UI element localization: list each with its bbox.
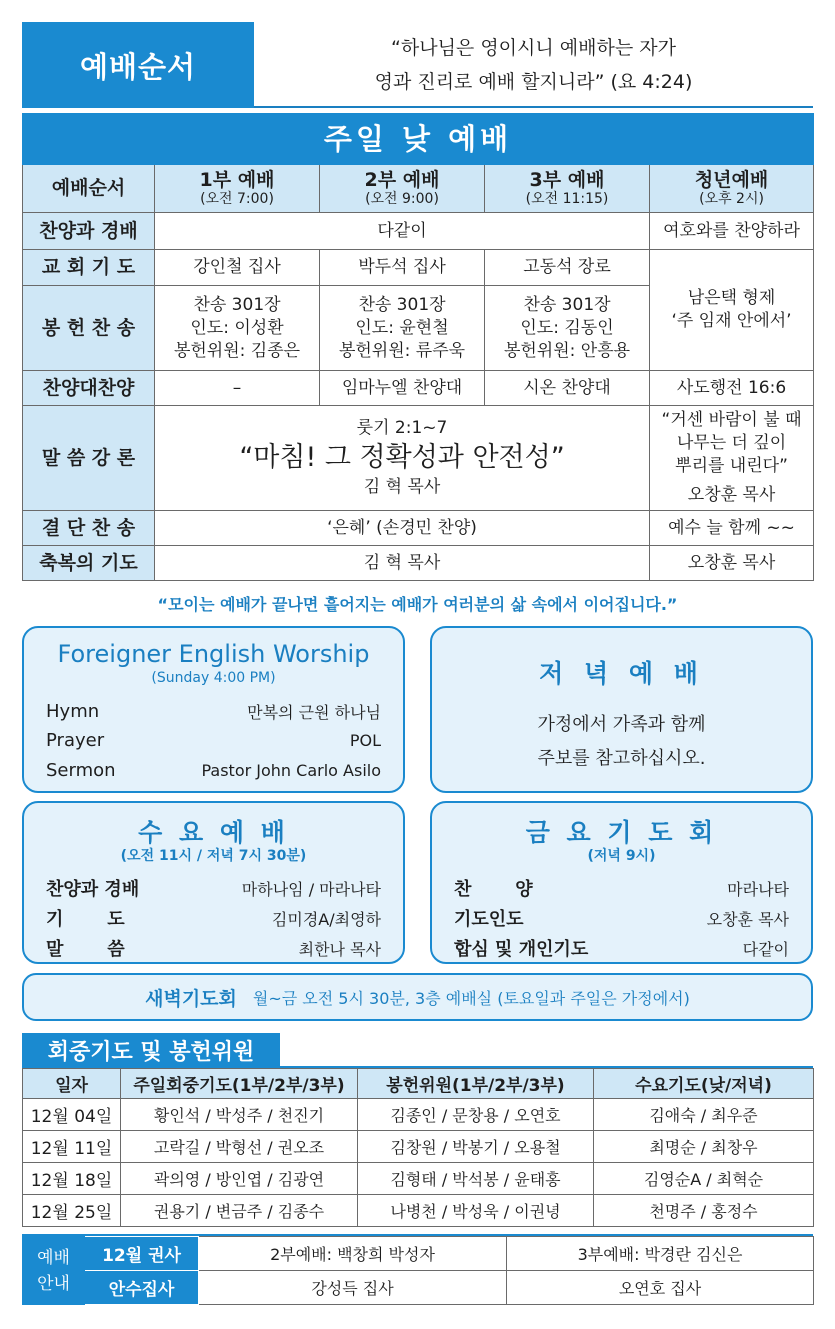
header-quote xyxy=(254,22,813,108)
usher-row xyxy=(23,1237,814,1271)
row-label-prayer: 교 회 기 도 xyxy=(23,250,155,286)
usher-label: 예배 안내 xyxy=(23,1237,85,1305)
wednesday-title: 수 요 예 배 xyxy=(138,818,289,847)
row-label-offering: 봉 헌 찬 송 xyxy=(23,286,155,371)
youth-service-header: 청년예배 (오후 2시) xyxy=(650,165,814,213)
choir-s3: 시온 찬양대 xyxy=(485,371,650,406)
service-2-header: 2부 예배 (오전 9:00) xyxy=(320,165,485,213)
praise-youth: 여호와를 찬양하라 xyxy=(650,213,814,250)
sermon-reference: 룻기 2:1~7 xyxy=(356,418,448,438)
row-label-benediction: 축복의 기도 xyxy=(23,546,155,581)
evening-worship-box xyxy=(430,626,813,793)
dawn-prayer-title: 새벽기도회 xyxy=(145,987,237,1010)
service-1-header: 1부 예배 (오전 7:00) xyxy=(155,165,320,213)
wednesday-item-praise: 찬양과 경배 마하나임 / 마라나타 xyxy=(46,879,381,900)
usher-row-label: 안수집사 xyxy=(85,1271,199,1305)
prayer-roster-table xyxy=(22,1068,814,1227)
sermon-youth: “거센 바람이 불 때 나무는 더 깊이 뿌리를 내린다” 오창훈 목사 xyxy=(650,406,814,511)
prayer-s2: 박두석 집사 xyxy=(320,250,485,286)
header xyxy=(22,22,813,108)
roster-title: 회중기도 및 봉헌위원 xyxy=(22,1033,280,1067)
dawn-prayer-detail: 월~금 오전 5시 30분, 3층 예배실 (토요일과 주일은 가정에서) xyxy=(252,988,690,1008)
sunday-worship-table xyxy=(22,113,814,581)
english-worship-title: Foreigner English Worship xyxy=(57,640,370,668)
row-label-choir: 찬양대찬양 xyxy=(23,371,155,406)
dawn-prayer-bar xyxy=(22,973,813,1021)
friday-item-leader: 기도인도 오창훈 목사 xyxy=(454,909,789,930)
english-item-sermon: Sermon Pastor John Carlo Asilo xyxy=(46,760,381,781)
table-row: 12월 18일 곽의영 / 방인엽 / 김광연 김형태 / 박석봉 / 윤태홍 김영순A / 최혁순 xyxy=(23,1163,814,1195)
offering-s1: 찬송 301장 인도: 이성환 봉헌위원: 김종은 xyxy=(155,286,320,371)
wednesday-time: (오전 11시 / 저녁 7시 30분) xyxy=(120,848,307,864)
table-row: 12월 11일 고락길 / 박형선 / 권오조 김창원 / 박봉기 / 오용철 최명순 / 최창우 xyxy=(23,1131,814,1163)
service-3-header: 3부 예배 (오전 11:15) xyxy=(485,165,650,213)
header-label: 예배순서 xyxy=(22,22,254,108)
wednesday-worship-box xyxy=(22,801,405,964)
usher-cell: 2부예배: 백창희 박성자 xyxy=(199,1237,507,1271)
table-row: 12월 04일 황인석 / 박성주 / 천진기 김종인 / 문창용 / 오연호 김애숙 / 최우준 xyxy=(23,1099,814,1131)
benediction-main: 김 혁 목사 xyxy=(155,546,650,581)
roster-header-wednesday: 수요기도(낮/저녁) xyxy=(594,1069,814,1099)
choir-s2: 임마누엘 찬양대 xyxy=(320,371,485,406)
sermon-title: “마침! 그 정확성과 안전성” xyxy=(239,442,565,473)
friday-prayer-box xyxy=(430,801,813,964)
closing-hymn-main: ‘은혜’ (손경민 찬양) xyxy=(155,511,650,546)
row-label-closing-hymn: 결 단 찬 송 xyxy=(23,511,155,546)
friday-time: (저녁 9시) xyxy=(587,848,656,864)
evening-worship-title: 저 녁 예 배 xyxy=(539,659,704,688)
praise-main: 다같이 xyxy=(155,213,650,250)
english-worship-time: (Sunday 4:00 PM) xyxy=(151,670,276,686)
evening-line-2: 주보를 참고하십시오. xyxy=(537,748,706,769)
prayer-s1: 강인철 집사 xyxy=(155,250,320,286)
row-label-praise: 찬양과 경배 xyxy=(23,213,155,250)
choir-s1: – xyxy=(155,371,320,406)
usher-row-label: 12월 권사 xyxy=(85,1237,199,1271)
wednesday-item-prayer: 기 도 김미경A/최영하 xyxy=(46,909,381,930)
roster-header-date: 일자 xyxy=(23,1069,121,1099)
evening-line-1: 가정에서 가족과 함께 xyxy=(537,714,706,735)
quote-line-2: 영과 진리로 예배 할지니라” (요 4:24) xyxy=(374,71,693,93)
wednesday-item-sermon: 말 씀 최한나 목사 xyxy=(46,939,381,960)
roster-header-sunday: 주일회중기도(1부/2부/3부) xyxy=(121,1069,358,1099)
roster-header-row xyxy=(23,1069,814,1099)
roster-header-offering: 봉헌위원(1부/2부/3부) xyxy=(358,1069,594,1099)
closing-hymn-youth: 예수 늘 함께 ~~ xyxy=(650,511,814,546)
english-worship-box xyxy=(22,626,405,793)
choir-youth: 사도행전 16:6 xyxy=(650,371,814,406)
quote-line-1: “하나님은 영이시니 예배하는 자가 xyxy=(391,37,676,59)
friday-title: 금 요 기 도 회 xyxy=(525,818,718,847)
usher-cell: 3부예배: 박경란 김신은 xyxy=(507,1237,814,1271)
closing-quote: “모이는 예배가 끝나면 흩어지는 예배가 여러분의 삶 속에서 이어집니다.” xyxy=(157,595,678,614)
sermon-preacher: 김 혁 목사 xyxy=(363,477,441,497)
english-item-prayer: Prayer POL xyxy=(46,730,381,751)
prayer-s3: 고동석 장로 xyxy=(485,250,650,286)
usher-cell: 강성득 집사 xyxy=(199,1271,507,1305)
sermon-main xyxy=(155,406,650,511)
sunday-banner: 주일 낮 예배 xyxy=(23,114,814,165)
offering-s2: 찬송 301장 인도: 윤현철 봉헌위원: 류주욱 xyxy=(320,286,485,371)
usher-cell: 오연호 집사 xyxy=(507,1271,814,1305)
offering-s3: 찬송 301장 인도: 김동인 봉헌위원: 안흥용 xyxy=(485,286,650,371)
table-row: 12월 25일 권용기 / 변금주 / 김종수 나병천 / 박성욱 / 이권녕 천명주 / 홍정수 xyxy=(23,1195,814,1227)
friday-item-group-prayer: 합심 및 개인기도 다같이 xyxy=(454,939,789,960)
friday-item-praise: 찬 양 마라나타 xyxy=(454,879,789,900)
usher-row xyxy=(23,1271,814,1305)
english-item-hymn: Hymn 만복의 근원 하나님 xyxy=(46,701,381,722)
offering-youth: 남은택 형제 ‘주 임재 안에서’ xyxy=(650,250,814,371)
benediction-youth: 오창훈 목사 xyxy=(650,546,814,581)
row-label-sermon: 말 씀 강 론 xyxy=(23,406,155,511)
usher-table xyxy=(22,1236,814,1305)
order-col-label: 예배순서 xyxy=(23,165,155,213)
